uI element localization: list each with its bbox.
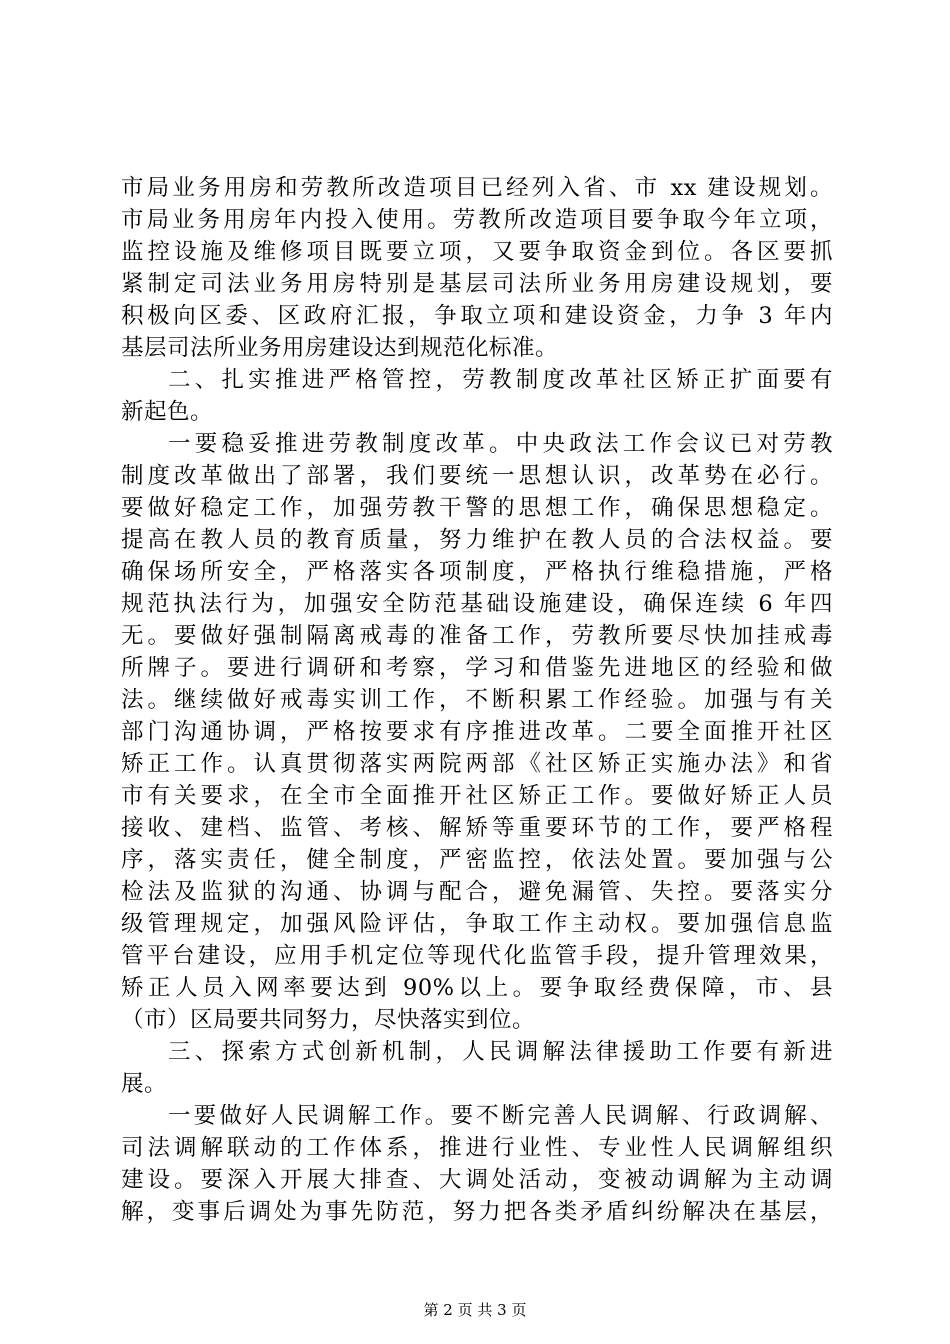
section-heading-line: 新起色。 — [121, 399, 214, 425]
section-heading-line: 展。 — [121, 1071, 168, 1097]
text-line: 序，落实责任，健全制度，严密监控，依法处置。要加强与公 — [121, 847, 833, 873]
text-line: 提高在教人员的教育质量，努力维护在教人员的合法权益。要 — [121, 527, 833, 553]
text-line: 部门沟通协调，严格按要求有序推进改革。二要全面推开社区 — [121, 719, 833, 745]
page-number-footer: 第 2 页 共 3 页 — [423, 1301, 527, 1319]
text-line: 管平台建设，应用手机定位等现代化监管手段，提升管理效果， — [121, 943, 833, 969]
text-line: 要做好稳定工作，加强劳教干警的思想工作，确保思想稳定。 — [121, 495, 833, 521]
text-line: 制度改革做出了部署，我们要统一思想认识，改革势在必行。 — [121, 463, 833, 489]
text-line: 规范执法行为，加强安全防范基础设施建设，确保连续 6 年四 — [121, 591, 833, 617]
text-line: 紧制定司法业务用房特别是基层司法所业务用房建设规划，要 — [121, 271, 833, 297]
text-line: 建设。要深入开展大排查、大调处活动，变被动调解为主动调 — [121, 1167, 833, 1193]
text-line: 矫正人员入网率要达到 90%以上。要争取经费保障，市、县 — [121, 975, 833, 1001]
text-line: 市局业务用房和劳教所改造项目已经列入省、市 xx 建设规划。 — [121, 175, 833, 201]
text-line: 司法调解联动的工作体系，推进行业性、专业性人民调解组织 — [121, 1135, 833, 1161]
section-heading-line: 三、探索方式创新机制，人民调解法律援助工作要有新进 — [168, 1039, 833, 1065]
text-line: 市局业务用房年内投入使用。劳教所改造项目要争取今年立项， — [121, 207, 833, 233]
text-line: （市）区局要共同努力，尽快落实到位。 — [121, 1007, 536, 1033]
text-line: 无。要做好强制隔离戒毒的准备工作，劳教所要尽快加挂戒毒 — [121, 623, 833, 649]
text-line: 接收、建档、监管、考核、解矫等重要环节的工作，要严格程 — [121, 815, 833, 841]
section-heading-line: 二、扎实推进严格管控，劳教制度改革社区矫正扩面要有 — [168, 367, 833, 393]
document-body — [121, 172, 833, 1228]
text-line: 法。继续做好戒毒实训工作，不断积累工作经验。加强与有关 — [121, 687, 833, 713]
text-line: 解，变事后调处为事先防范，努力把各类矛盾纠纷解决在基层， — [121, 1199, 833, 1225]
text-line: 基层司法所业务用房建设达到规范化标准。 — [121, 335, 559, 361]
text-line: 一要做好人民调解工作。要不断完善人民调解、行政调解、 — [168, 1103, 833, 1129]
text-line: 检法及监狱的沟通、协调与配合，避免漏管、失控。要落实分 — [121, 879, 833, 905]
text-line: 积极向区委、区政府汇报，争取立项和建设资金，力争 3 年内 — [121, 303, 833, 329]
text-line: 确保场所安全，严格落实各项制度，严格执行维稳措施，严格 — [121, 559, 833, 585]
text-line: 所牌子。要进行调研和考察，学习和借鉴先进地区的经验和做 — [121, 655, 833, 681]
text-line: 级管理规定，加强风险评估，争取工作主动权。要加强信息监 — [121, 911, 833, 937]
text-line: 一要稳妥推进劳教制度改革。中央政法工作会议已对劳教 — [168, 431, 833, 457]
text-line: 矫正工作。认真贯彻落实两院两部《社区矫正实施办法》和省 — [121, 751, 833, 777]
text-line: 监控设施及维修项目既要立项，又要争取资金到位。各区要抓 — [121, 239, 833, 265]
text-line: 市有关要求，在全市全面推开社区矫正工作。要做好矫正人员 — [121, 783, 833, 809]
